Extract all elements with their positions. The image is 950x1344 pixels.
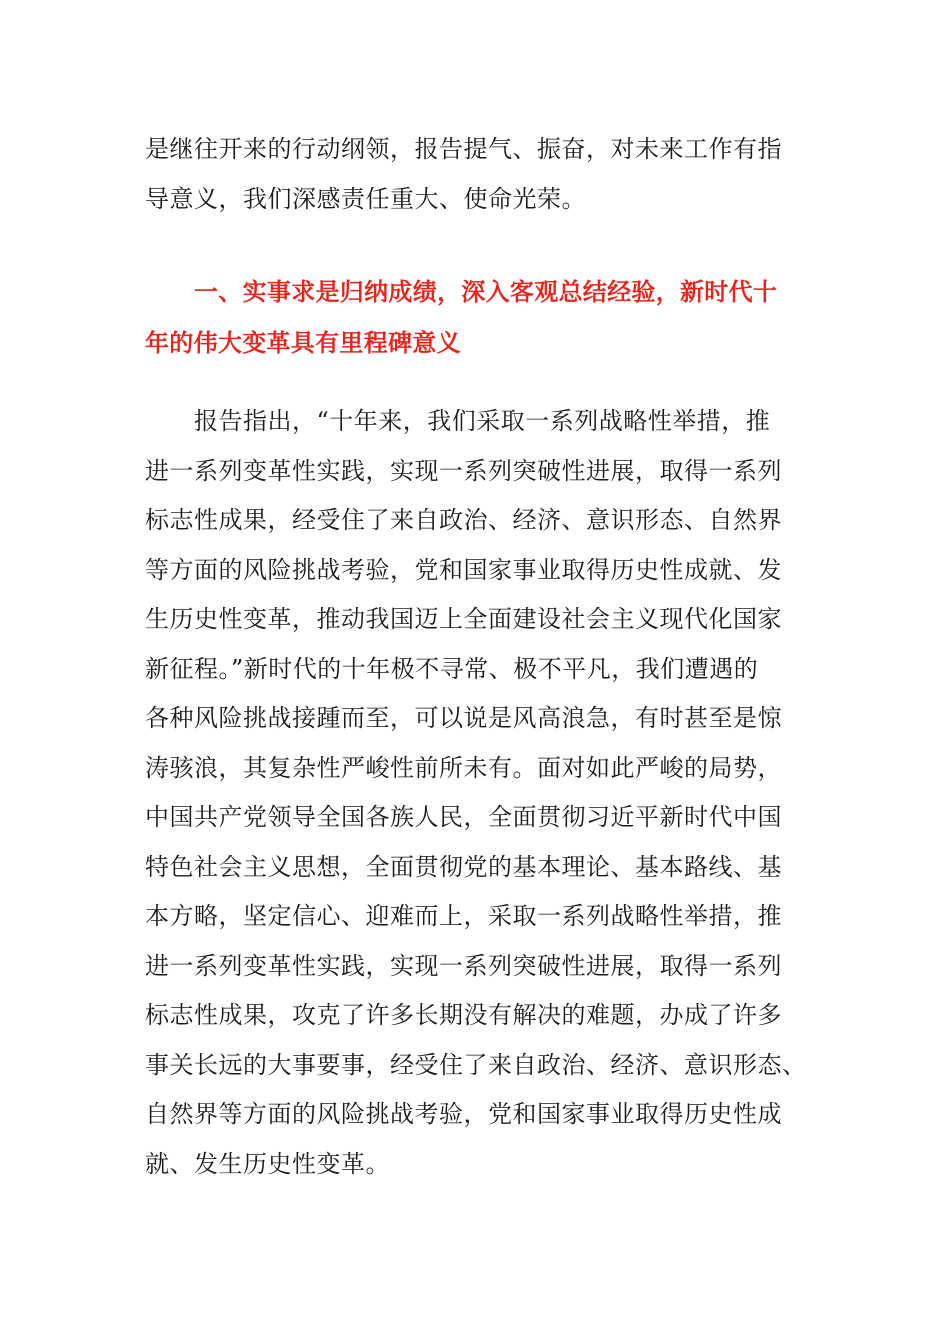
paragraph-line: 标志性成果，经受住了来自政治、经济、意识形态、自然界 (145, 506, 782, 534)
paragraph-line: 新征程。”新时代的十年极不寻常、极不平凡，我们遭遇的 (145, 654, 759, 683)
paragraph-line: 本方略，坚定信心、迎难而上，采取一系列战略性举措，推 (145, 902, 782, 930)
paragraph-line: 涛骇浪，其复杂性严峻性前所未有。面对如此严峻的局势， (145, 753, 782, 782)
paragraph-line: 标志性成果，攻克了许多长期没有解决的难题，办成了许多 (145, 1001, 782, 1029)
paragraph-line: 中国共产党领导全国各族人民，全面贯彻习近平新时代中国 (145, 803, 782, 831)
section-heading (145, 267, 800, 369)
body-paragraph (145, 397, 807, 1189)
intro-paragraph (145, 125, 800, 224)
paragraph-line: 等方面的风险挑战考验，党和国家事业取得历史性成就、发 (145, 555, 782, 584)
paragraph-line: 报告指出，“十年来，我们采取一系列战略性举措，推 (194, 407, 771, 435)
paragraph-line: 进一系列变革性实践，实现一系列突破性进展，取得一系列 (145, 951, 782, 980)
paragraph-line: 就、发生历史性变革。 (145, 1149, 390, 1178)
paragraph-line: 特色社会主义思想，全面贯彻党的基本理论、基本路线、基 (145, 852, 782, 881)
paragraph-line: 导意义，我们深感责任重大、使命光荣。 (145, 184, 586, 213)
paragraph-line: 事关长远的大事要事，经受住了来自政治、经济、意识形态、 (145, 1050, 807, 1079)
paragraph-line: 各种风险挑战接踵而至，可以说是风高浪急，有时甚至是惊 (145, 704, 782, 732)
paragraph-line: 是继往开来的行动纲领，报告提气、振奋，对未来工作有指 (145, 135, 782, 163)
heading-line: 一、实事求是归纳成绩，深入客观总结经验，新时代十 (194, 278, 778, 306)
heading-line: 年的伟大变革具有里程碑意义 (145, 329, 461, 357)
paragraph-line: 自然界等方面的风险挑战考验，党和国家事业取得历史性成 (145, 1100, 782, 1128)
paragraph-line: 生历史性变革，推动我国迈上全面建设社会主义现代化国家 (145, 605, 782, 633)
paragraph-line: 进一系列变革性实践，实现一系列突破性进展，取得一系列 (145, 456, 782, 485)
